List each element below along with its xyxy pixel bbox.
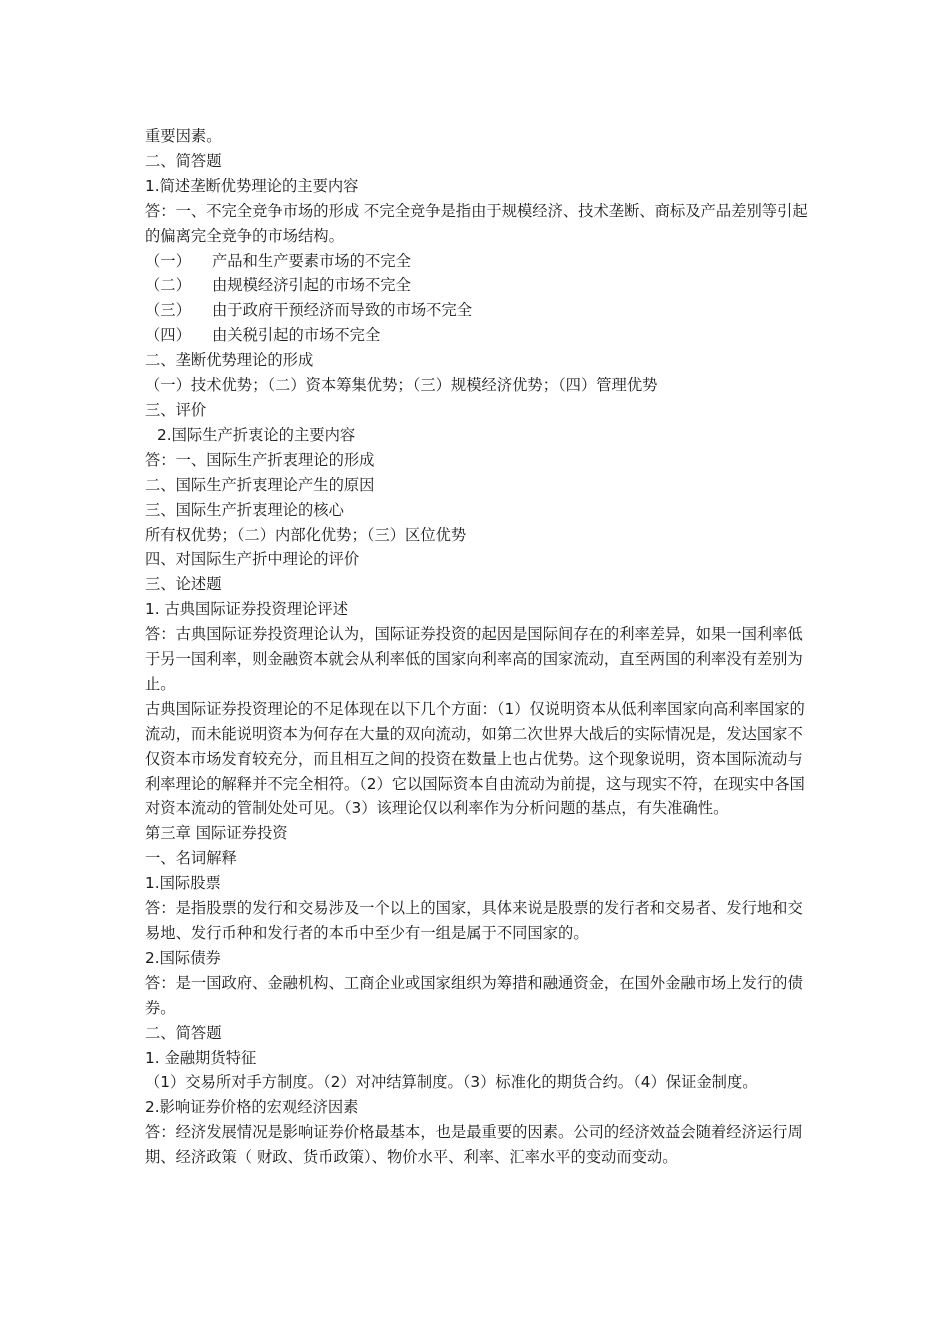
list-item-text: 由于政府干预经济而导致的市场不完全 (212, 301, 473, 320)
question-heading: 2.国际债券 (145, 948, 221, 967)
sub-heading: 四、对国际生产折中理论的评价 (145, 550, 360, 569)
document-body (145, 124, 813, 1170)
list-item-number: （一） (145, 251, 191, 270)
section-heading: 二、简答题 (145, 151, 222, 170)
section-heading: 三、论述题 (145, 575, 222, 594)
sub-heading: 三、评价 (145, 400, 207, 419)
list-item-number: （三） (145, 301, 191, 320)
question-heading: 1.国际股票 (145, 874, 221, 893)
section-heading: 一、名词解释 (145, 849, 237, 868)
paragraph: 所有权优势；（二）内部化优势；（三）区位优势 (145, 525, 467, 544)
sub-heading: 三、国际生产折衷理论的核心 (145, 500, 344, 519)
paragraph: 古典国际证券投资理论的不足体现在以下几个方面：（1）仅说明资本从低利率国家向高利率国家的流动，而未能说明资本为何存在大量的双向流动，如第二次世界大战后的实际情况是，发达国家不仅资本市场发育较充分，而且相互之间的投资在数量上也占优势。这个现象说明，资本国际流动与利率理论的解释并不完全相符。（2）它以国际资本自由流动为前提，这与现实不符，在现实中各国对资本流动的管制处处可见。（3）该理论仅以利率作为分析问题的基点，有失准确性。 (145, 699, 805, 818)
list-item-number: （四） (145, 326, 191, 345)
list-item (145, 323, 813, 348)
answer-paragraph: 答：一、国际生产折衷理论的形成 (145, 450, 375, 469)
list-item (145, 273, 813, 298)
answer-paragraph: 答：经济发展情况是影响证券价格最基本，也是最重要的因素。公司的经济效益会随着经济运行周期、经济政策（ 财政、货币政策）、物价水平、利率、汇率水平的变动而变动。 (145, 1123, 803, 1167)
answer-paragraph: 答：古典国际证券投资理论认为，国际证券投资的起因是国际间存在的利率差异，如果一国利率低于另一国利率，则金融资本就会从利率低的国家向利率高的国家流动，直至两国的利率没有差别为止。 (145, 625, 803, 693)
paragraph: （1）交易所对手方制度。（2）对冲结算制度。（3）标准化的期货合约。（4）保证金制度。 (145, 1073, 758, 1092)
section-heading: 二、简答题 (145, 1023, 222, 1042)
sub-heading: 二、国际生产折衷理论产生的原因 (145, 475, 375, 494)
answer-paragraph: 答：一、不完全竞争市场的形成 不完全竞争是指由于规模经济、技术垄断、商标及产品差别等引起的偏离完全竞争的市场结构。 (145, 201, 808, 245)
question-heading: 1. 金融期货特征 (145, 1048, 257, 1067)
list-item (145, 298, 813, 323)
paragraph: 重要因素。 (145, 127, 222, 145)
answer-paragraph: 答：是指股票的发行和交易涉及一个以上的国家，具体来说是股票的发行者和交易者、发行地和交易地、发行币种和发行者的本币中至少有一组是属于不同国家的。 (145, 899, 803, 942)
list-item (145, 249, 813, 274)
question-heading: 2.影响证券价格的宏观经济因素 (145, 1098, 359, 1117)
sub-heading: 二、垄断优势理论的形成 (145, 351, 314, 370)
question-heading: 1.简述垄断优势理论的主要内容 (145, 176, 359, 195)
paragraph: （一）技术优势；（二）资本筹集优势；（三）规模经济优势；（四）管理优势 (145, 376, 658, 395)
answer-paragraph: 答：是一国政府、金融机构、工商企业或国家组织为筹措和融通资金，在国外金融市场上发行的债券。 (145, 973, 803, 1017)
question-heading: 1. 古典国际证券投资理论评述 (145, 600, 349, 619)
list-item-number: （二） (145, 276, 191, 295)
chapter-heading: 第三章 国际证券投资 (145, 824, 288, 843)
list-item-text: 由关税引起的市场不完全 (212, 326, 381, 345)
question-heading: 2.国际生产折衷论的主要内容 (157, 425, 356, 444)
list-item-text: 由规模经济引起的市场不完全 (212, 276, 411, 295)
list-item-text: 产品和生产要素市场的不完全 (212, 251, 411, 270)
